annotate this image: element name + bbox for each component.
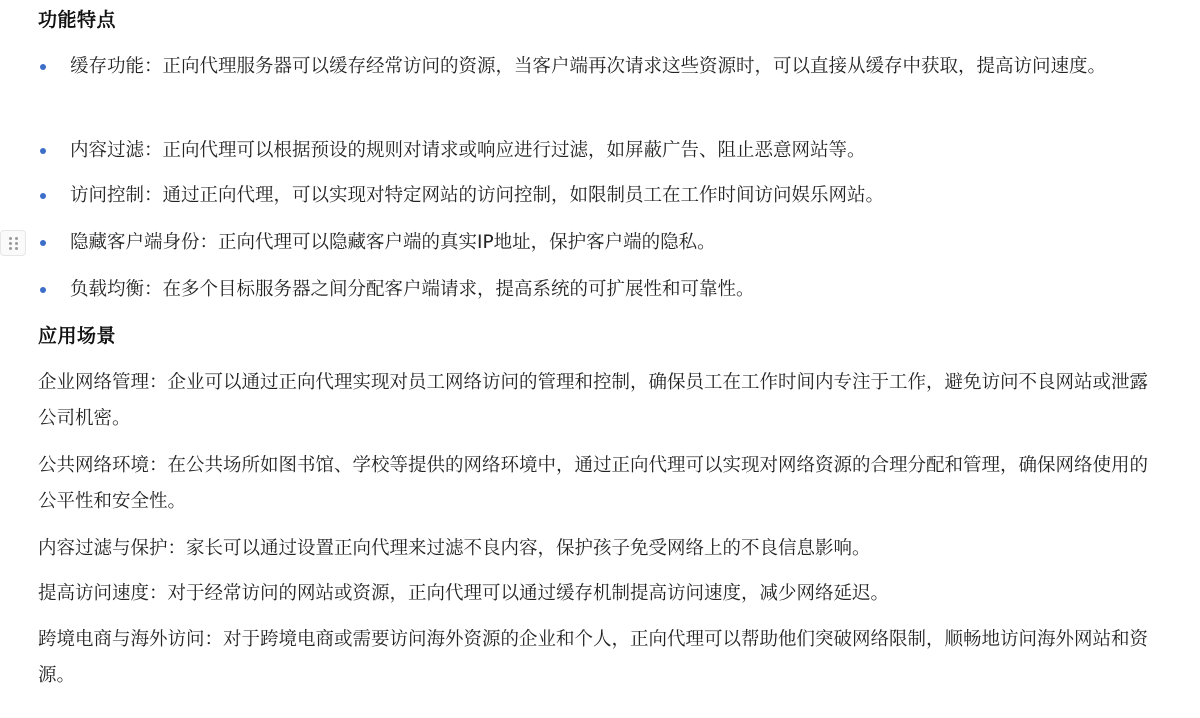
drag-handle-icon[interactable]	[0, 230, 26, 256]
bullet-icon	[40, 64, 46, 70]
grip-dot	[9, 242, 12, 245]
bullet-icon	[40, 148, 46, 154]
list-item	[40, 50, 1150, 84]
grip-dot	[15, 247, 18, 250]
grip-dot	[15, 237, 18, 240]
list-item	[40, 134, 1150, 168]
scenario-paragraph: 提高访问速度：对于经常访问的网站或资源，正向代理可以通过缓存机制提高访问速度，减少网络延迟。	[38, 583, 890, 604]
bullet-icon	[40, 193, 46, 199]
bullet-icon	[40, 287, 46, 293]
list-item-text: 负载均衡：在多个目标服务器之间分配客户端请求，提高系统的可扩展性和可靠性。	[70, 279, 755, 300]
list-item	[40, 179, 1150, 213]
grip-dot	[9, 247, 12, 250]
grip-dot	[15, 242, 18, 245]
list-item-text: 缓存功能：正向代理服务器可以缓存经常访问的资源，当客户端再次请求这些资源时，可以直接从缓存中获取，提高访问速度。	[70, 56, 1107, 77]
list-item-text: 内容过滤：正向代理可以根据预设的规则对请求或响应进行过滤，如屏蔽广告、阻止恶意网站等。	[70, 140, 866, 161]
scenario-paragraph: 公共网络环境：在公共场所如图书馆、学校等提供的网络环境中，通过正向代理可以实现对网络资源的合理分配和管理，确保网络使用的公平性和安全性。	[38, 455, 1149, 512]
list-item-text: 隐藏客户端身份：正向代理可以隐藏客户端的真实IP地址，保护客户端的隐私。	[70, 232, 716, 253]
list-item-text: 访问控制：通过正向代理，可以实现对特定网站的访问控制，如限制员工在工作时间访问娱乐网站。	[70, 185, 885, 206]
features-heading: 功能特点	[38, 9, 117, 31]
grip-dot	[9, 237, 12, 240]
list-item	[40, 226, 1150, 260]
scenario-paragraph: 跨境电商与海外访问：对于跨境电商或需要访问海外资源的企业和个人，正向代理可以帮助他们突破网络限制，顺畅地访问海外网站和资源。	[38, 629, 1149, 686]
scenarios-heading: 应用场景	[38, 325, 117, 347]
scenario-paragraph: 内容过滤与保护：家长可以通过设置正向代理来过滤不良内容，保护孩子免受网络上的不良信息影响。	[38, 538, 871, 559]
list-item	[40, 273, 1150, 307]
bullet-icon	[40, 240, 46, 246]
scenario-paragraph: 企业网络管理：企业可以通过正向代理实现对员工网络访问的管理和控制，确保员工在工作时间内专注于工作，避免访问不良网站或泄露公司机密。	[38, 372, 1149, 429]
